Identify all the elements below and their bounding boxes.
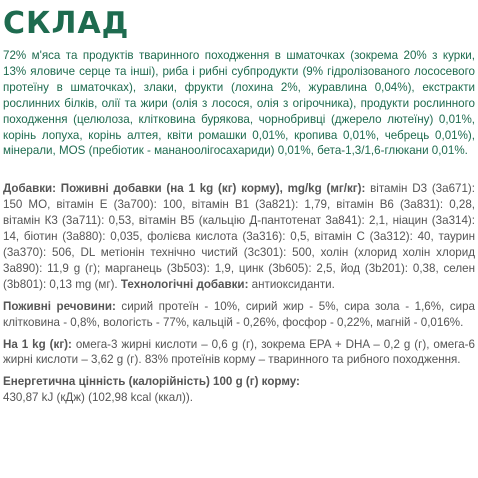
per-kg-text: омега-3 жирні кислоти – 0,6 g (г), зокрема EPA + DHA – 0,2 g (г), омега-6 жирні кислоти – 3,62 g (г). 83% протеїнів корму – тваринного та рибного походження. (3, 337, 475, 367)
additives-label: Добавки: Поживні добавки (на 1 kg (кг) корму), mg/kg (мг/кг): (3, 182, 366, 196)
tech-additives-label: Технологічні добавки: (117, 277, 249, 291)
nutrients-text: сирий протеїн - 10%, сирий жир - 5%, сира зола - 1,6%, сира клітковина - 0,8%, вологість - 77%, кальцій - 0,26%, фосфор - 0,22%, магній - 0,016%. (3, 299, 476, 329)
nutrients-label: Поживні речовини: (3, 299, 116, 313)
per-kg-section (3, 337, 475, 369)
additives-text: вітамін D3 (3а671): 150 МО, вітамін Е (3а700): 100, вітамін В1 (3а821): 1,79, вітамін В6 (3а831): 0,28, вітамін К3 (3а711): 0,53, вітамін В5 (кальцію Д-пантотенат 3а841): 2,1, ніацин (3а314): 14, біотин (3а880): 0,035, фолієва кислота (3а316): 0,5, вітамін С (3а312): 40, таурин (3а370): 506, DL метіонін технічно чистий (3c301): 500, холін (хлорид холін хлорид 3а890): 11,9 g (г); марганець (3b503): 1,9, цинк (3b605): 2,5, йод (3b201): 0,38, селен (3b801): 0,13 mg (мг). (3, 182, 475, 291)
energy-text: 430,87 kJ (кДж) (102,98 kcal (ккал)). (3, 391, 193, 405)
tech-additives-text: антиоксиданти. (248, 277, 335, 291)
per-kg-label: На 1 kg (кг): (3, 337, 72, 351)
nutrients-section (3, 299, 475, 331)
energy-section (3, 374, 475, 406)
energy-label: Енергетична цінність (калорійність) 100 g (г) корму: (3, 375, 300, 389)
page-title: СКЛАД (3, 6, 130, 41)
composition-text: 72% м'яса та продуктів тваринного походження в шматочках (зокрема 20% з курки, 13% яловиче серце та інші), риба і рибні субпродукти (9% гідролізованого лососевого протеїну в шматочках), злаки, фрукти (лохина 2%, журавлина 0,04%), екстракти рослинних білків, олії та жири (олія з лосося, олія з огірочника), продукти рослинного походження (целюлоза, клітковина бурякова, чорнобривці (джерело лютеїну) 0,01%, корінь лопуха, корінь алтея, квіти ромашки 0,01%, кропива 0,01%, чебрець 0,01%), мінерали, MOS (пребіотик - мананоолігосахариди) 0,01%, бета-1,3/1,6-глюкани 0,01%. (3, 49, 475, 158)
additives-section (3, 181, 475, 292)
